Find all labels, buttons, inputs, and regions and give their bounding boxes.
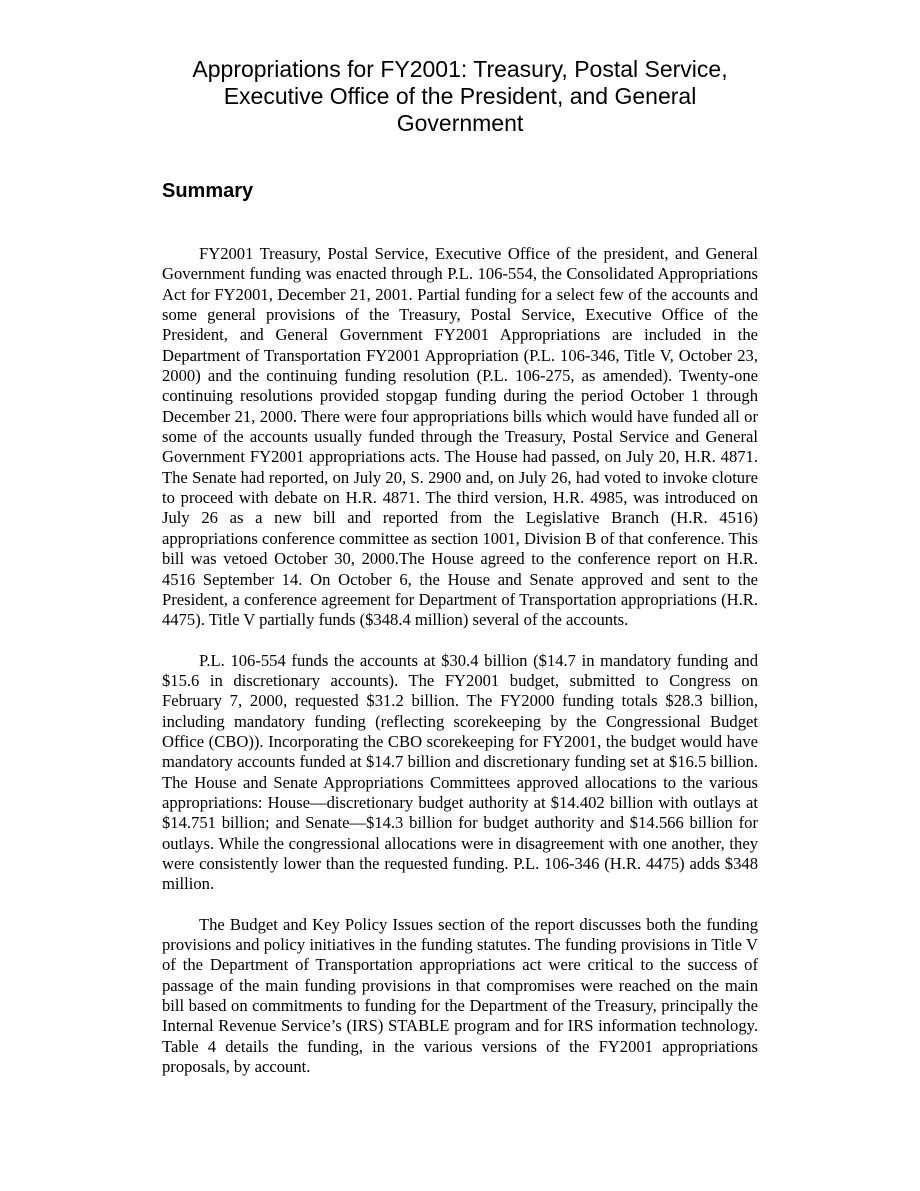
section-heading-summary: Summary bbox=[162, 180, 254, 202]
document-title: Appropriations for FY2001: Treasury, Postal Service, Executive Office of the President, and General Government bbox=[192, 56, 728, 136]
document-page bbox=[162, 56, 758, 1097]
summary-paragraph-1: FY2001 Treasury, Postal Service, Executive Office of the president, and General Government funding was enacted through P.L. 106-554, the Consolidated Appropriations Act for FY2001, December 21, 2001. Partial funding for a select few of the accounts and some general provisions of the Treasury, Postal Service, Executive Office of the President, and General Government FY2001 Appropriations are included in the Department of Transportation FY2001 Appropriation (P.L. 106-346, Title V, October 23, 2000) and the continuing funding resolution (P.L. 106-275, as amended). Twenty-one continuing resolutions provided stopgap funding during the period October 1 through December 21, 2000. There were four appropriations bills which would have funded all or some of the accounts usually funded through the Treasury, Postal Service and General Government FY2001 appropriations acts. The House had passed, on July 20, H.R. 4871. The Senate had reported, on July 20, S. 2900 and, on July 26, had voted to invoke cloture to proceed with debate on H.R. 4871. The third version, H.R. 4985, was introduced on July 26 as a new bill and reported from the Legislative Branch (H.R. 4516) appropriations conference committee as section 1001, Division B of that conference. This bill was vetoed October 30, 2000.The House agreed to the conference report on H.R. 4516 September 14. On October 6, the House and Senate approved and sent to the President, a conference agreement for Department of Transportation appropriations (H.R. 4475). Title V partially funds ($348.4 million) several of the accounts. bbox=[162, 244, 758, 630]
summary-body bbox=[162, 244, 758, 1077]
summary-paragraph-2: P.L. 106-554 funds the accounts at $30.4 billion ($14.7 in mandatory funding and $15.6 in discretionary accounts). The FY2001 budget, submitted to Congress on February 7, 2000, requested $31.2 billion. The FY2000 funding totals $28.3 billion, including mandatory funding (reflecting scorekeeping by the Congressional Budget Office (CBO)). Incorporating the CBO scorekeeping for FY2001, the budget would have mandatory accounts funded at $14.7 billion and discretionary funding set at $16.5 billion. The House and Senate Appropriations Committees approved allocations to the various appropriations: House—discretionary budget authority at $14.402 billion with outlays at $14.751 billion; and Senate—$14.3 billion for budget authority and $14.566 billion for outlays. While the congressional allocations were in disagreement with one another, they were consistently lower than the requested funding. P.L. 106-346 (H.R. 4475) adds $348 million. bbox=[162, 650, 758, 894]
summary-paragraph-3: The Budget and Key Policy Issues section of the report discusses both the funding provisions and policy initiatives in the funding statutes. The funding provisions in Title V of the Department of Transportation appropriations act were critical to the success of passage of the main funding provisions in that compromises were reached on the main bill based on commitments to funding for the Department of the Treasury, principally the Internal Revenue Service’s (IRS) STABLE program and for IRS information technology. Table 4 details the funding, in the various versions of the FY2001 appropriations proposals, by account. bbox=[162, 914, 758, 1077]
